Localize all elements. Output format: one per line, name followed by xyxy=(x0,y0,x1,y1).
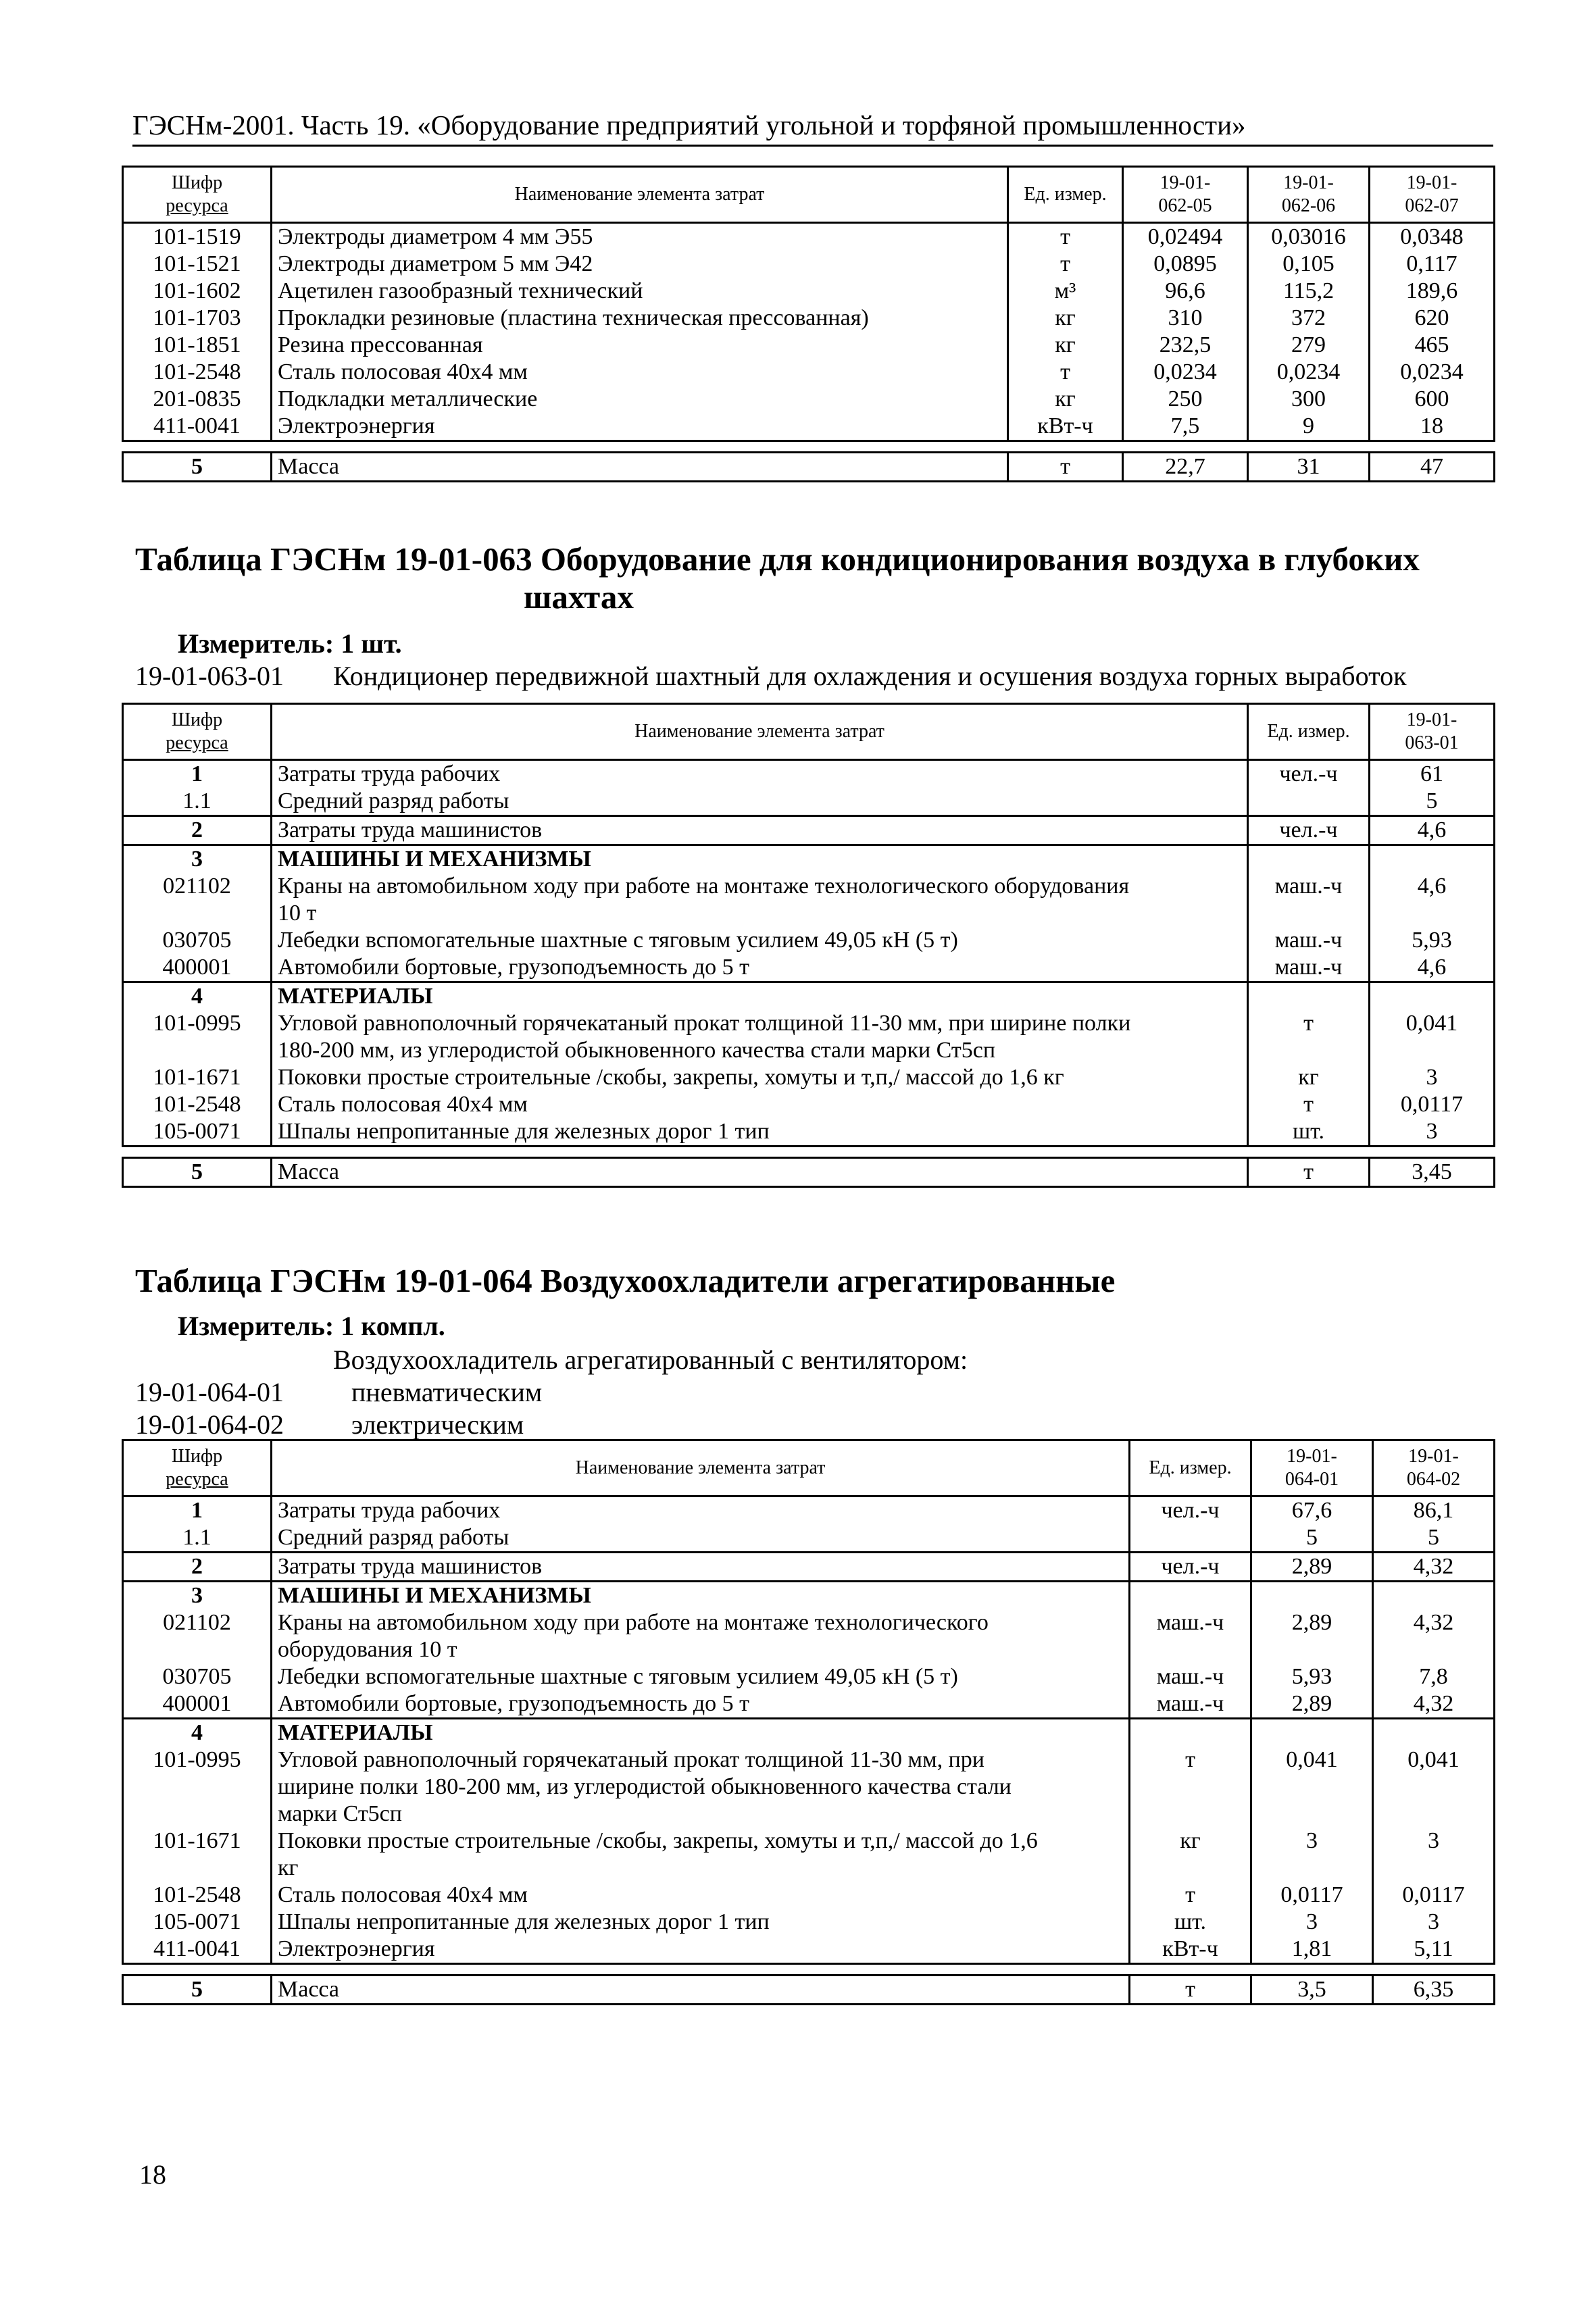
table-row xyxy=(123,1882,1495,1909)
table-064-group-name: Воздухоохладитель агрегатированный с вентилятором: xyxy=(333,1344,968,1375)
cell-value: 0,0234 xyxy=(1123,359,1248,386)
cell-value: 0,02494 xyxy=(1123,223,1248,251)
table-row xyxy=(123,1609,1495,1636)
cell-unit: кг xyxy=(1248,1064,1370,1091)
cell-unit: кг xyxy=(1008,332,1123,359)
cell-unit xyxy=(1130,1801,1251,1828)
cell-code: 105-0071 xyxy=(123,1118,272,1147)
table-row xyxy=(123,1690,1495,1719)
cell-value: 22,7 xyxy=(1123,453,1248,482)
cell-value xyxy=(1373,1774,1495,1801)
table-row xyxy=(123,873,1495,900)
cell-value: 0,117 xyxy=(1370,251,1495,278)
col-header-code: Шифр ресурса xyxy=(123,1440,272,1496)
table-row xyxy=(123,1746,1495,1774)
cell-code: 2 xyxy=(123,1553,272,1582)
cell-unit: кВт-ч xyxy=(1008,413,1123,441)
section-row xyxy=(123,982,1495,1011)
cell-name: Затраты труда машинистов xyxy=(272,1553,1130,1582)
cell-unit xyxy=(1130,1582,1251,1610)
table-row xyxy=(123,305,1495,332)
cell-value xyxy=(1251,1774,1373,1801)
page-number: 18 xyxy=(139,2159,166,2190)
table-063-item-code: 19-01-063-01 xyxy=(135,661,284,691)
col-header-unit: Ед. измер. xyxy=(1130,1440,1251,1496)
cell-value: 310 xyxy=(1123,305,1248,332)
cell-value: 96,6 xyxy=(1123,278,1248,305)
cell-unit: кг xyxy=(1008,386,1123,413)
cell-value: 2,89 xyxy=(1251,1553,1373,1582)
table-row xyxy=(123,1801,1495,1828)
table-row xyxy=(123,332,1495,359)
cell-value: 279 xyxy=(1248,332,1370,359)
col-header-062-07: 19-01- 062-07 xyxy=(1370,167,1495,223)
cell-value: 5 xyxy=(1251,1524,1373,1553)
cell-unit: кг xyxy=(1008,305,1123,332)
cell-value: 372 xyxy=(1248,305,1370,332)
section-heading: МАТЕРИАЛЫ xyxy=(272,1719,1130,1747)
table-row xyxy=(123,386,1495,413)
cell-unit: т xyxy=(1008,223,1123,251)
cell-code: 3 xyxy=(123,1582,272,1610)
cell-name: Сталь полосовая 40х4 мм xyxy=(272,1091,1248,1118)
cell-unit: чел.-ч xyxy=(1248,760,1370,788)
col-header-062-06: 19-01- 062-06 xyxy=(1248,167,1370,223)
cell-unit xyxy=(1130,1855,1251,1882)
cell-code: 5 xyxy=(123,453,272,482)
cell-value xyxy=(1373,1636,1495,1663)
col-header-name: Наименование элемента затрат xyxy=(272,1440,1130,1496)
cell-name: Сталь полосовая 40х4 мм xyxy=(272,359,1008,386)
cell-name: оборудования 10 т xyxy=(272,1636,1130,1663)
cell-value: 4,6 xyxy=(1370,954,1495,982)
cell-value xyxy=(1251,1719,1373,1747)
cell-unit: т xyxy=(1008,453,1123,482)
cell-unit: т xyxy=(1008,359,1123,386)
table-063 xyxy=(122,703,1495,1188)
cell-unit xyxy=(1130,1524,1251,1553)
section-row xyxy=(123,845,1495,874)
cell-value: 5,93 xyxy=(1251,1663,1373,1690)
cell-value: 4,6 xyxy=(1370,816,1495,845)
section-row xyxy=(123,1719,1495,1747)
cell-unit: т xyxy=(1248,1158,1370,1187)
cell-name: Масса xyxy=(272,453,1008,482)
cell-code xyxy=(123,1855,272,1882)
cell-value: 300 xyxy=(1248,386,1370,413)
cell-code xyxy=(123,1636,272,1663)
cell-value xyxy=(1370,900,1495,927)
cell-value: 6,35 xyxy=(1373,1976,1495,2005)
table-row xyxy=(123,900,1495,927)
cell-code: 5 xyxy=(123,1158,272,1187)
cell-name: Резина прессованная xyxy=(272,332,1008,359)
cell-value: 3 xyxy=(1373,1828,1495,1855)
cell-code: 400001 xyxy=(123,954,272,982)
cell-value: 3 xyxy=(1251,1828,1373,1855)
cell-value: 1,81 xyxy=(1251,1936,1373,1964)
table-063-title-line2: шахтах xyxy=(524,578,634,615)
cell-unit xyxy=(1248,1037,1370,1064)
table-064-measure: Измеритель: 1 компл. xyxy=(178,1311,445,1341)
cell-code: 101-1703 xyxy=(123,305,272,332)
table-064 xyxy=(122,1439,1495,2005)
cell-value: 61 xyxy=(1370,760,1495,788)
table-row xyxy=(123,413,1495,441)
cell-unit: маш.-ч xyxy=(1248,927,1370,954)
table-row xyxy=(123,1037,1495,1064)
table-row xyxy=(123,223,1495,251)
cell-code: 1 xyxy=(123,760,272,788)
cell-unit: чел.-ч xyxy=(1248,816,1370,845)
cell-unit xyxy=(1248,788,1370,816)
cell-value: 0,0117 xyxy=(1370,1091,1495,1118)
col-header-name: Наименование элемента затрат xyxy=(272,704,1248,760)
cell-code xyxy=(123,1774,272,1801)
cell-unit xyxy=(1130,1636,1251,1663)
cell-name: Краны на автомобильном ходу при работе на монтаже технологического xyxy=(272,1609,1130,1636)
cell-name: Электроды диаметром 4 мм Э55 xyxy=(272,223,1008,251)
cell-value: 0,105 xyxy=(1248,251,1370,278)
cell-code: 1.1 xyxy=(123,1524,272,1553)
cell-code: 2 xyxy=(123,816,272,845)
cell-value: 465 xyxy=(1370,332,1495,359)
cell-value: 0,0895 xyxy=(1123,251,1248,278)
cell-value: 18 xyxy=(1370,413,1495,441)
table-row xyxy=(123,1663,1495,1690)
col-header-063-01: 19-01- 063-01 xyxy=(1370,704,1495,760)
cell-code: 105-0071 xyxy=(123,1909,272,1936)
table-row xyxy=(123,816,1495,845)
cell-unit: чел.-ч xyxy=(1130,1496,1251,1525)
col-header-062-05: 19-01- 062-05 xyxy=(1123,167,1248,223)
cell-unit: маш.-ч xyxy=(1130,1690,1251,1719)
cell-name: Шпалы непропитанные для железных дорог 1 тип xyxy=(272,1118,1248,1147)
cell-code: 101-2548 xyxy=(123,1091,272,1118)
cell-unit: т xyxy=(1248,1010,1370,1037)
table-row xyxy=(123,1118,1495,1147)
cell-code: 101-1602 xyxy=(123,278,272,305)
cell-value: 3 xyxy=(1251,1909,1373,1936)
col-header-064-02: 19-01- 064-02 xyxy=(1373,1440,1495,1496)
table-row xyxy=(123,1828,1495,1855)
cell-name: Автомобили бортовые, грузоподъемность до 5 т xyxy=(272,954,1248,982)
cell-name: Угловой равнополочный горячекатаный прокат толщиной 11-30 мм, при xyxy=(272,1746,1130,1774)
table-row xyxy=(123,1855,1495,1882)
cell-code: 101-1671 xyxy=(123,1064,272,1091)
cell-name: Электроэнергия xyxy=(272,1936,1130,1964)
cell-code: 101-1521 xyxy=(123,251,272,278)
cell-code: 101-1671 xyxy=(123,1828,272,1855)
table-062-continuation xyxy=(122,166,1495,482)
cell-value: 4,32 xyxy=(1373,1690,1495,1719)
cell-value: 5,93 xyxy=(1370,927,1495,954)
cell-name: Затраты труда рабочих xyxy=(272,1496,1130,1525)
cell-code: 030705 xyxy=(123,927,272,954)
cell-unit xyxy=(1130,1774,1251,1801)
cell-value xyxy=(1251,1801,1373,1828)
cell-value: 0,0234 xyxy=(1248,359,1370,386)
mass-row xyxy=(123,453,1495,482)
table-064-item-code: 19-01-064-02 xyxy=(135,1409,284,1440)
table-row xyxy=(123,760,1495,788)
cell-name: Затраты труда рабочих xyxy=(272,760,1248,788)
table-row xyxy=(123,251,1495,278)
cell-value xyxy=(1370,845,1495,874)
cell-unit xyxy=(1248,900,1370,927)
section-heading: МАШИНЫ И МЕХАНИЗМЫ xyxy=(272,1582,1130,1610)
mass-row xyxy=(123,1158,1495,1187)
cell-name: Шпалы непропитанные для железных дорог 1 тип xyxy=(272,1909,1130,1936)
cell-code: 101-0995 xyxy=(123,1746,272,1774)
cell-code: 101-0995 xyxy=(123,1010,272,1037)
running-header: ГЭСНм-2001. Часть 19. «Оборудование предприятий угольной и торфяной промышленности» xyxy=(132,108,1493,147)
cell-name: Краны на автомобильном ходу при работе на монтаже технологического оборудования xyxy=(272,873,1248,900)
cell-value xyxy=(1370,982,1495,1011)
cell-value: 0,041 xyxy=(1373,1746,1495,1774)
cell-code: 1 xyxy=(123,1496,272,1525)
cell-value xyxy=(1373,1801,1495,1828)
table-064-item-code: 19-01-064-01 xyxy=(135,1377,284,1407)
cell-unit: т xyxy=(1130,1746,1251,1774)
cell-code: 400001 xyxy=(123,1690,272,1719)
cell-value xyxy=(1370,1037,1495,1064)
cell-name: Подкладки металлические xyxy=(272,386,1008,413)
col-header-code: Шифр ресурса xyxy=(123,704,272,760)
cell-value: 0,0117 xyxy=(1251,1882,1373,1909)
cell-unit: шт. xyxy=(1248,1118,1370,1147)
col-header-unit: Ед. измер. xyxy=(1008,167,1123,223)
cell-unit xyxy=(1248,845,1370,874)
cell-value: 3 xyxy=(1373,1909,1495,1936)
cell-unit: кВт-ч xyxy=(1130,1936,1251,1964)
mass-row xyxy=(123,1976,1495,2005)
cell-name: Электроэнергия xyxy=(272,413,1008,441)
cell-value: 3,5 xyxy=(1251,1976,1373,2005)
cell-value: 31 xyxy=(1248,453,1370,482)
cell-code: 411-0041 xyxy=(123,1936,272,1964)
cell-name: Ацетилен газообразный технический xyxy=(272,278,1008,305)
cell-value: 2,89 xyxy=(1251,1690,1373,1719)
cell-unit: т xyxy=(1248,1091,1370,1118)
cell-value: 620 xyxy=(1370,305,1495,332)
cell-name: Сталь полосовая 40х4 мм xyxy=(272,1882,1130,1909)
table-064-item-name: пневматическим xyxy=(351,1377,543,1407)
cell-value: 5 xyxy=(1370,788,1495,816)
cell-value: 0,0234 xyxy=(1370,359,1495,386)
table-064-title: Таблица ГЭСНм 19-01-064 Воздухоохладители агрегатированные xyxy=(135,1262,1116,1299)
table-row xyxy=(123,359,1495,386)
cell-code: 021102 xyxy=(123,873,272,900)
cell-name: Лебедки вспомогательные шахтные с тяговым усилием 49,05 кН (5 т) xyxy=(272,1663,1130,1690)
col-header-064-01: 19-01- 064-01 xyxy=(1251,1440,1373,1496)
cell-code: 4 xyxy=(123,982,272,1011)
table-row xyxy=(123,1524,1495,1553)
cell-name: марки Ст5сп xyxy=(272,1801,1130,1828)
cell-code: 101-1519 xyxy=(123,223,272,251)
cell-code: 030705 xyxy=(123,1663,272,1690)
table-row xyxy=(123,927,1495,954)
cell-name: Затраты труда машинистов xyxy=(272,816,1248,845)
cell-code: 021102 xyxy=(123,1609,272,1636)
table-row xyxy=(123,1010,1495,1037)
cell-unit: т xyxy=(1130,1976,1251,2005)
cell-value: 0,0117 xyxy=(1373,1882,1495,1909)
cell-value: 3,45 xyxy=(1370,1158,1495,1187)
cell-name: ширине полки 180-200 мм, из углеродистой обыкновенного качества стали xyxy=(272,1774,1130,1801)
cell-name: Поковки простые строительные /скобы, закрепы, хомуты и т,п,/ массой до 1,6 xyxy=(272,1828,1130,1855)
cell-name: 180-200 мм, из углеродистой обыкновенного качества стали марки Ст5сп xyxy=(272,1037,1248,1064)
cell-name: Масса xyxy=(272,1158,1248,1187)
cell-code: 4 xyxy=(123,1719,272,1747)
cell-value: 250 xyxy=(1123,386,1248,413)
table-row xyxy=(123,1936,1495,1964)
cell-name: Автомобили бортовые, грузоподъемность до 5 т xyxy=(272,1690,1130,1719)
cell-value: 67,6 xyxy=(1251,1496,1373,1525)
cell-unit: маш.-ч xyxy=(1130,1609,1251,1636)
cell-value xyxy=(1251,1855,1373,1882)
cell-unit xyxy=(1248,982,1370,1011)
table-row xyxy=(123,788,1495,816)
cell-name: кг xyxy=(272,1855,1130,1882)
cell-code: 5 xyxy=(123,1976,272,2005)
cell-value: 115,2 xyxy=(1248,278,1370,305)
cell-value: 0,03016 xyxy=(1248,223,1370,251)
cell-value: 4,32 xyxy=(1373,1609,1495,1636)
cell-value: 189,6 xyxy=(1370,278,1495,305)
col-header-unit: Ед. измер. xyxy=(1248,704,1370,760)
cell-code: 411-0041 xyxy=(123,413,272,441)
cell-unit: т xyxy=(1008,251,1123,278)
cell-unit: маш.-ч xyxy=(1130,1663,1251,1690)
cell-value: 0,0348 xyxy=(1370,223,1495,251)
cell-code: 201-0835 xyxy=(123,386,272,413)
cell-value: 9 xyxy=(1248,413,1370,441)
table-row xyxy=(123,1774,1495,1801)
cell-value: 7,5 xyxy=(1123,413,1248,441)
cell-value: 3 xyxy=(1370,1118,1495,1147)
cell-value xyxy=(1373,1855,1495,1882)
cell-code: 3 xyxy=(123,845,272,874)
table-064-item-name: электрическим xyxy=(351,1409,524,1440)
cell-unit: маш.-ч xyxy=(1248,954,1370,982)
cell-name: Электроды диаметром 5 мм Э42 xyxy=(272,251,1008,278)
cell-code: 101-2548 xyxy=(123,359,272,386)
table-row xyxy=(123,1064,1495,1091)
cell-name: Прокладки резиновые (пластина техническая прессованная) xyxy=(272,305,1008,332)
cell-name: Средний разряд работы xyxy=(272,1524,1130,1553)
col-header-name: Наименование элемента затрат xyxy=(272,167,1008,223)
cell-code xyxy=(123,1037,272,1064)
cell-value: 5,11 xyxy=(1373,1936,1495,1964)
section-heading: МАШИНЫ И МЕХАНИЗМЫ xyxy=(272,845,1248,874)
cell-code: 101-1851 xyxy=(123,332,272,359)
cell-name: 10 т xyxy=(272,900,1248,927)
table-row xyxy=(123,1091,1495,1118)
cell-value: 4,32 xyxy=(1373,1553,1495,1582)
cell-value xyxy=(1373,1719,1495,1747)
cell-unit: чел.-ч xyxy=(1130,1553,1251,1582)
cell-name: Масса xyxy=(272,1976,1130,2005)
cell-unit: м³ xyxy=(1008,278,1123,305)
cell-name: Поковки простые строительные /скобы, закрепы, хомуты и т,п,/ массой до 1,6 кг xyxy=(272,1064,1248,1091)
cell-value: 600 xyxy=(1370,386,1495,413)
cell-name: Средний разряд работы xyxy=(272,788,1248,816)
cell-value: 0,041 xyxy=(1251,1746,1373,1774)
cell-value: 86,1 xyxy=(1373,1496,1495,1525)
cell-code: 1.1 xyxy=(123,788,272,816)
cell-value: 7,8 xyxy=(1373,1663,1495,1690)
table-063-measure: Измеритель: 1 шт. xyxy=(178,628,402,659)
table-row xyxy=(123,1496,1495,1525)
table-row xyxy=(123,1636,1495,1663)
cell-unit: кг xyxy=(1130,1828,1251,1855)
cell-value: 5 xyxy=(1373,1524,1495,1553)
cell-value xyxy=(1251,1582,1373,1610)
section-heading: МАТЕРИАЛЫ xyxy=(272,982,1248,1011)
cell-code: 101-2548 xyxy=(123,1882,272,1909)
cell-unit: т xyxy=(1130,1882,1251,1909)
cell-value: 3 xyxy=(1370,1064,1495,1091)
cell-name: Угловой равнополочный горячекатаный прокат толщиной 11-30 мм, при ширине полки xyxy=(272,1010,1248,1037)
cell-code xyxy=(123,1801,272,1828)
table-063-item-name: Кондиционер передвижной шахтный для охлаждения и осушения воздуха горных выработок xyxy=(333,661,1407,691)
table-row xyxy=(123,954,1495,982)
table-row xyxy=(123,1909,1495,1936)
cell-value xyxy=(1373,1582,1495,1610)
table-row xyxy=(123,1553,1495,1582)
cell-code xyxy=(123,900,272,927)
col-header-code: Шифр ресурса xyxy=(123,167,272,223)
cell-value: 4,6 xyxy=(1370,873,1495,900)
cell-value: 47 xyxy=(1370,453,1495,482)
section-row xyxy=(123,1582,1495,1610)
cell-value: 232,5 xyxy=(1123,332,1248,359)
cell-value: 2,89 xyxy=(1251,1609,1373,1636)
table-063-title-line1: Таблица ГЭСНм 19-01-063 Оборудование для кондиционирования воздуха в глубоких xyxy=(135,540,1420,578)
cell-name: Лебедки вспомогательные шахтные с тяговым усилием 49,05 кН (5 т) xyxy=(272,927,1248,954)
table-row xyxy=(123,278,1495,305)
cell-value: 0,041 xyxy=(1370,1010,1495,1037)
cell-unit: маш.-ч xyxy=(1248,873,1370,900)
cell-unit: шт. xyxy=(1130,1909,1251,1936)
cell-value xyxy=(1251,1636,1373,1663)
cell-unit xyxy=(1130,1719,1251,1747)
